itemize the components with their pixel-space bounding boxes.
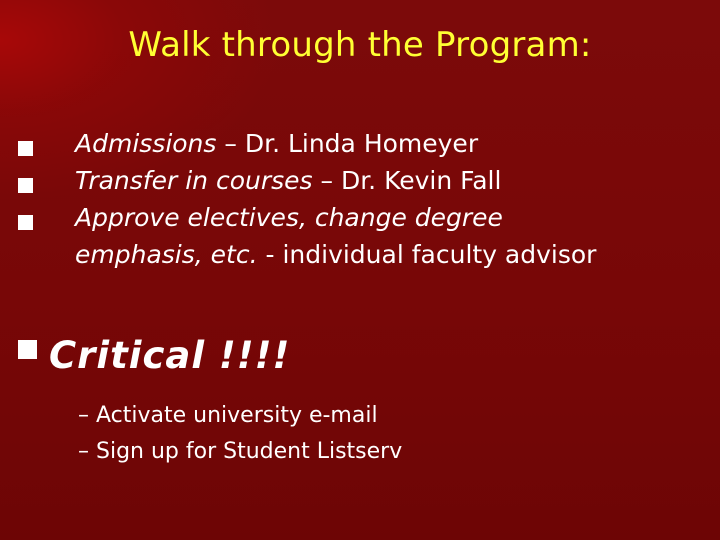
square-bullet-icon	[18, 141, 33, 156]
bullet-detail: - individual faculty advisor	[257, 240, 597, 269]
list-item: – Sign up for Student Listserv	[78, 439, 403, 464]
square-bullet-icon	[18, 340, 37, 359]
bullet-item-electives	[18, 199, 708, 273]
bullet-detail: – Dr. Linda Homeyer	[216, 129, 479, 158]
bullet-item-admissions	[18, 125, 708, 162]
bullet-label: Admissions	[75, 129, 217, 158]
bullet-detail: – Dr. Kevin Fall	[312, 166, 502, 195]
bullet-label: Transfer in courses	[75, 166, 313, 195]
slide-title: Walk through the Program:	[128, 25, 592, 65]
bullet-list	[18, 125, 708, 273]
critical-label: Critical !!!!	[49, 334, 291, 377]
bullet-label-line1: Approve electives, change degree	[75, 203, 503, 232]
bullet-item-transfer	[18, 162, 708, 199]
list-item: – Activate university e-mail	[78, 403, 378, 428]
square-bullet-icon	[18, 215, 33, 230]
critical-subitems	[78, 398, 678, 470]
square-bullet-icon	[18, 178, 33, 193]
bullet-label-line2: emphasis, etc.	[75, 240, 258, 269]
critical-heading	[18, 334, 698, 377]
